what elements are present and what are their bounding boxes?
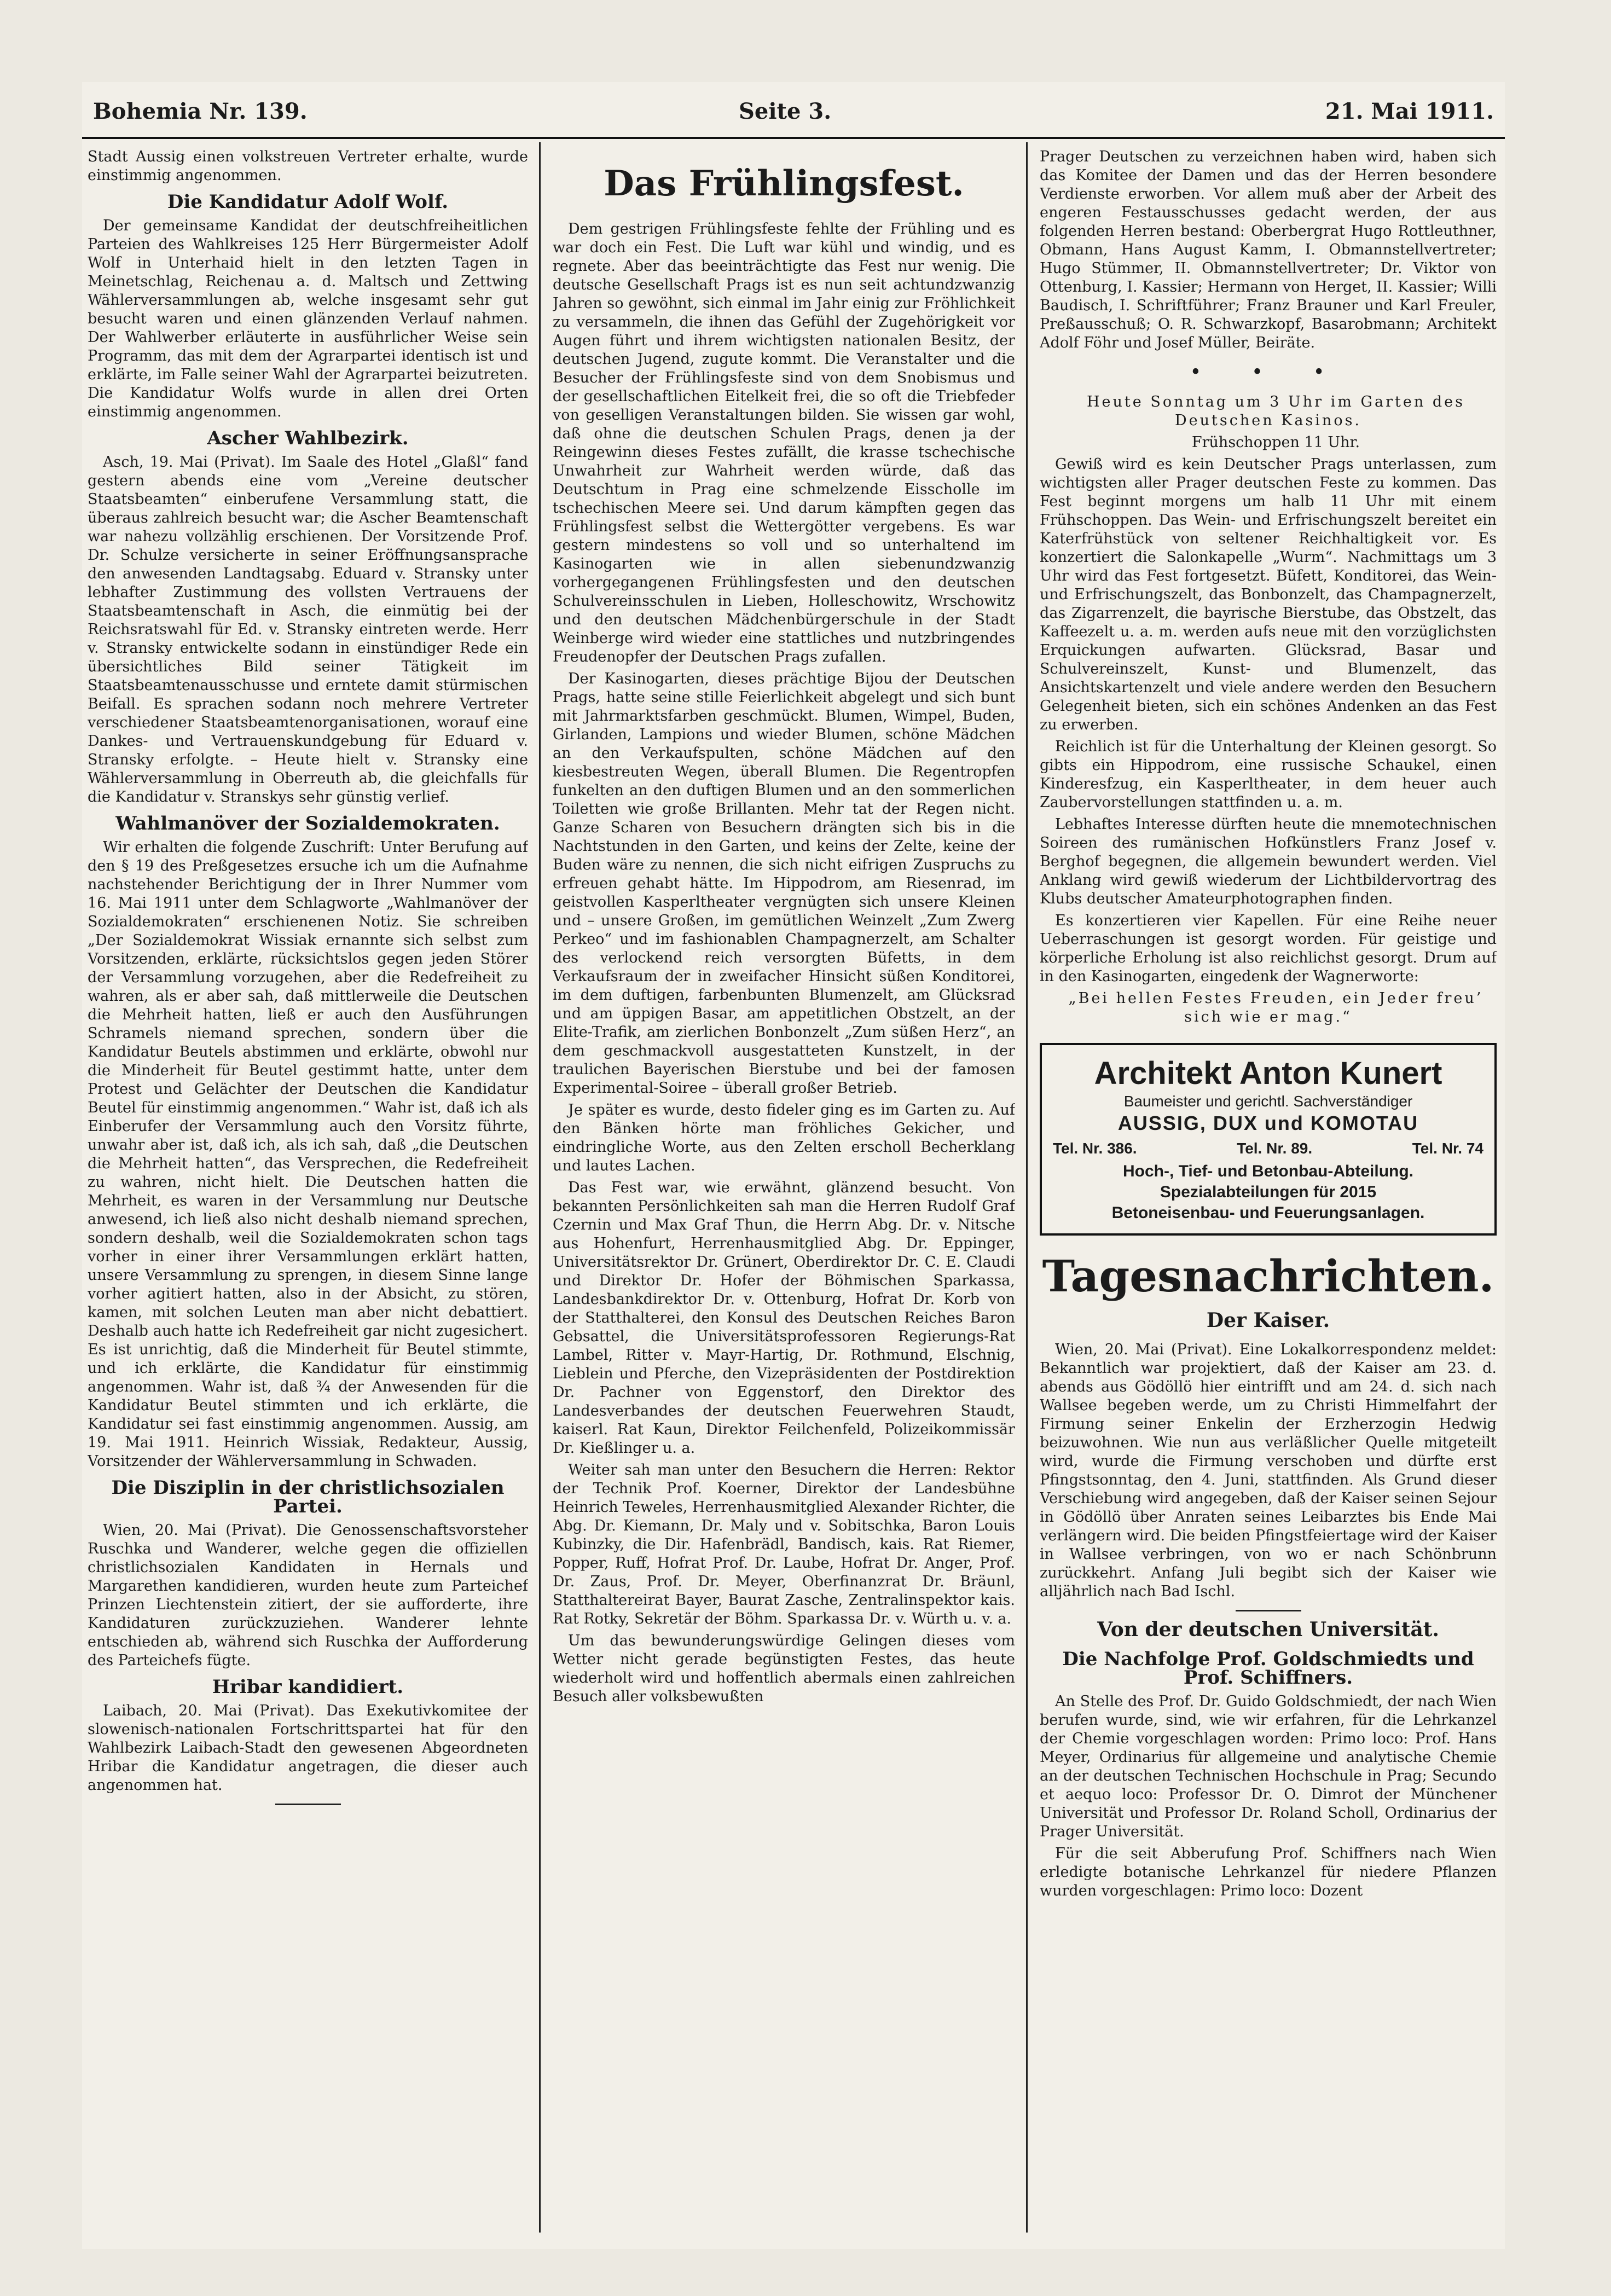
notice-today: Heute Sonntag um 3 Uhr im Garten des Deutschen Kasinos. [1087, 393, 1465, 429]
article-fruehlingsfest-p2: Der Kasinogarten, dieses prächtige Bijou der Deutschen Prags, hatte seine stille Feierlichkeit abgelegt und sich bunt mit Jahrmarktsfarben geschmückt. Blumen, Wimpel, Buden, Girlanden, Lampions und wieder Blumen, schöne Mädchen an den Verkaufspulten, schöne Mädchen auf den kiesbestreuten Wegen, überall Blumen. Die Regentropfen funkelten an den duftigen Blumen und an den sommerlichen Toiletten wie große Brillanten. Mehr tat der Regen nicht. Ganze Scharen von Besuchern drängten sich bis in die Nachtstunden in den Garten, und keins der Zelte, keine der Buden wäre zu nennen, die sich nicht eifrigen Zuspruchs zu erfreuen gehabt hätte. Im Hippodrom, am Riesenrad, im geistvollen Kasperltheater vergnügten sich unsere Kleinen und – unsere Großen, im gemütlichen Weinzelt „Zum Zwerg Perkeo“ und im fashionablen Champagnerzelt, am Schalter des verlockend reich versorgten Büfetts, in dem Verkaufsraum der in zweifacher Hinsicht süßen Konditorei, im dem duftigen, farbenbunten Blumenzelt, am Glücksrad und am üppigen Basar, am appetitlichen Obstzelt, an der Elite-Trafik, am zierlichen Bonbonzelt „Zum süßen Herz“, an dem geschmackvoll ausgestatteten Kunstzelt, in der traulichen Bayerischen Bierstube und bei der famosen Experimental-Soiree – überall großer Betrieb. [553, 670, 1015, 1097]
ad-number: 2015 [1340, 1183, 1377, 1201]
page-header [82, 93, 1505, 131]
wagner-quote: „Bei hellen Festes Freuden, ein Jeder freu’ sich wie er mag.“ [1068, 990, 1483, 1025]
article-kandidatur-wolf: Der gemeinsame Kandidat der deutschfreiheitlichen Parteien des Wahlkreises 125 Herr Bürgermeister Adolf Wolf in Unterhaid hielt in den letzten Tagen in Meinetschlag, Reichenau a. d. Maltsch und Zettwing Wählerversammlungen ab, welche insgesamt sehr gut besucht waren und einen glänzenden Verlauf nahmen. Der Wahlwerber erläuterte in ausführlicher Weise sein Programm, das mit dem der Agrarpartei identisch ist und erklärte, im Falle seiner Wahl der Agrarpartei beizutreten. Die Kandidatur Wolfs wurde in allen drei Orten einstimmig angenommen. [88, 217, 528, 420]
section-rule [1236, 1610, 1301, 1611]
article-ascher-wahlbezirk: Asch, 19. Mai (Privat). Im Saale des Hotel „Glaßl“ fand gestern abends eine vom „Vereine deutscher Staatsbeamten“ einberufene Versammlung statt, die überaus zahlreich besucht war; die Ascher Beamtenschaft war nahezu vollzählig erschienen. Der Vorsitzende Prof. Dr. Schulze versicherte in seiner Eröffnungsansprache den anwesenden Landtagsabg. Eduard v. Stransky unter lebhafter Zustimmung des vollsten Vertrauens der Staatsbeamtenschaft in Asch, die einmütig bei der Reichsratswahl für Ed. v. Stransky eintreten werde. Herr v. Stransky entwickelte sodann in einstündiger Rede ein übersichtliches Bild seiner Tätigkeit im Staatsbeamtenausschusse und erntete damit stürmischen Beifall. Es sprachen sodann noch mehrere Vertreter verschiedener Staatsbeamtenorganisationen, worauf eine Dankes- und Vertrauenskundgebung für Eduard v. Stransky erfolgte. – Heute hielt v. Stransky eine Wählerversammlung in Oberreuth ab, die gleichfalls für die Kandidatur v. Stranskys sehr günstig verlief. [88, 454, 528, 805]
separator-dots: • • • [1190, 361, 1347, 384]
column-2 [553, 148, 1015, 2227]
article-fest-program-p1: Gewiß wird es kein Deutscher Prags unterlassen, zum wichtigsten aller Prager deutschen Feste zu kommen. Das Fest beginnt morgens um halb 11 Uhr mit einem Frühschoppen. Das Wein- und Erfrischungszelt bereitet ein Katerfrühstück von seltener Reichhaltigkeit vor. Es konzertiert die Salonkapelle „Wurm“. Nachmittags um 3 Uhr wird das Fest fortgesetzt. Büfett, Konditorei, das Wein- und Erfrischungszelt, das Bonbonzelt, das Champagnerzelt, das Zigarrenzelt, die bayrische Bierstube, das Obstzelt, das Kaffeezelt u. a. m. werden aufs neue mit den vorzüglichsten Erquickungen aufwarten. Glücksrad, Basar und Schulvereinszelt, Kunst- und Blumenzelt, das Ansichtskartenzelt und viele andere werden den Besuchern Gelegenheit bieten, sich ein schönes Andenken an das Fest zu erwerben. [1040, 456, 1497, 733]
notice-fruehschoppen: Frühschoppen 11 Uhr. [1191, 434, 1360, 451]
heading-universitaet: Von der deutschen Universität. [1097, 1618, 1439, 1641]
article-universitaet-p2: Für die seit Abberufung Prof. Schiffners nach Wien erledigte botanische Lehrkanzel für niedere Pflanzen wurden vorgeschlagen: Primo loco: Dozent [1040, 1845, 1497, 1899]
ad-line-2-text: Spezialabteilungen für [1160, 1183, 1335, 1201]
ad-phone-1: Tel. Nr. 386. [1053, 1140, 1137, 1157]
article-fruehlingsfest-cont: Prager Deutschen zu verzeichnen haben wird, haben sich das Komitee der Damen und das der Herren besondere Verdienste erworben. Vor allem muß aber der Arbeit des engeren Festausschusses gedacht werden, der aus folgenden Herren bestand: Oberbergrat Hugo Rottleuthner, Obmann, Hans August Kamm, I. Obmannstellvertreter; Hugo Stümmer, II. Obmannstellvertreter; Dr. Viktor von Ottenburg, I. Kassier; Hermann von Herget, II. Kassier; Willi Baudisch, I. Schriftführer; Franz Brauner und Karl Freuler, Preßausschuß; O. R. Schwarzkopf, Basarobmann; Architekt Adolf Föhr und Josef Müller, Beiräte. [1040, 148, 1497, 351]
column-3 [1040, 148, 1497, 2227]
article-fruehlingsfest-p6: Um das bewunderungswürdige Gelingen dieses vom Wetter nicht gerade begünstigten Festes, das heute wiederholt wird und hoffentlich abermals einen zahlreichen Besuch aller volksbewußten [553, 1632, 1015, 1705]
heading-kandidatur-wolf: Die Kandidatur Adolf Wolf. [167, 191, 449, 213]
heading-nachfolge: Die Nachfolge Prof. Goldschmiedts und Prof. Schiffners. [1062, 1648, 1474, 1689]
heading-ascher-wahlbezirk: Ascher Wahlbezirk. [207, 427, 409, 449]
header-newspaper-number: Bohemia Nr. 139. [93, 98, 308, 124]
article-fest-program-p4: Es konzertieren vier Kapellen. Für eine Reihe neuer Ueberraschungen ist gesorgt worden. Für geistige und körperliche Erholung ist also reichlichst gesorgt. Drum auf in den Kasinogarten, eingedenk der Wagnerworte: [1040, 912, 1497, 985]
article-fruehlingsfest-p3: Je später es wurde, desto fideler ging es im Garten zu. Auf den Bänken hörte man fröhliches Gekicher, und eindringliche Worte, aus den Zelten erscholl Becherklang und lautes Lachen. [553, 1101, 1015, 1174]
article-wahlmanoever: Wir erhalten die folgende Zuschrift: Unter Berufung auf den § 19 des Preßgesetzes ersuche ich um die Aufnahme nachstehender Berichtigung der in Ihrer Nummer vom 16. Mai 1911 unter dem Schlagworte „Wahlmanöver der Sozialdemokraten“ erschienenen Notiz. Sie schreiben „Der Sozialdemokrat Wissiak ernannte sich selbst zum Vorsitzenden, erklärte, rücksichtslos gegen jeden Störer der Versammlung vorzugehen, aber die Redefreiheit zu wahren, als er aber sah, daß mittlerweile die Deutschen die Mehrheit hatten, ließ er auch den Ausführungen Schramels niemand sprechen, sondern über die Kandidatur Beutels abstimmen und erklärte, obwohl nur die Minderheit für Beutel gestimmt hatte, unter dem Protest und Gelächter der Deutschen die Kandidatur Beutel für einstimmig angenommen.“ Wahr ist, daß ich als Einberufer der Versammlung auch den Vorsitz führte, unwahr aber ist, daß ich, als ich sah, daß „die Deutschen die Mehrheit hatten“, das Versprechen, die Redefreiheit zu wahren, nicht hielt. Die Deutschen hatten die Mehrheit, es waren in der Versammlung nur Deutsche anwesend, ich ließ also nicht deshalb niemand sprechen, sondern deshalb, weil die Sozialdemokraten schon tags vorher in einer ihrer Versammlungen erklärt hatten, unsere Versammlung zu sprengen, in diesem Sinne lange vorher agitiert hatten, also in der Absicht, zu stören, kamen, mit solchen Leuten man aber nicht debattiert. Deshalb auch hatte ich Redefreiheit gar nicht zugesichert. Es ist unrichtig, daß die Minderheit für Beutel stimmte, und ich erklärte, die Kandidatur für einstimmig angenommen. Wahr ist, daß ¾ der Anwesenden für die Kandidatur Beutel stimmten und ich erklärte, die Kandidatur sei fast einstimmig angenommen. Aussig, am 19. Mai 1911. Heinrich Wissiak, Redakteur, Aussig, Vorsitzender der Wählerversammlung in Schwaden. [88, 839, 528, 1470]
heading-tagesnachrichten: Tagesnachrichten. [1042, 1250, 1494, 1302]
ad-line-3: Betoneisenbau- und Feuerungsanlagen. [1111, 1204, 1425, 1222]
column-divider-2 [1026, 142, 1028, 2233]
end-rule [275, 1804, 341, 1805]
heading-hribar: Hribar kandidiert. [212, 1676, 404, 1698]
article-fest-program-p3: Lebhaftes Interesse dürften heute die mnemotechnischen Soireen des rumänischen Hofkünstlers Franz Josef v. Berghof begegnen, die allgemein bewundert werden. Viel Anklang wird gewiß wiederum der Lichtbildervortrag des Klubs deutscher Amateurphotographen finden. [1040, 816, 1497, 907]
heading-wahlmanoever: Wahlmanöver der Sozialdemokraten. [115, 813, 500, 834]
article-hribar: Laibach, 20. Mai (Privat). Das Exekutivkomitee der slowenisch-nationalen Fortschrittspartei hat für den Wahlbezirk Laibach-Stadt den gewesenen Abgeordneten Hribar die Kandidatur angetragen, die dieser auch angenommen hat. [88, 1702, 528, 1794]
header-page-number: Seite 3. [739, 98, 832, 124]
heading-kaiser: Der Kaiser. [1206, 1309, 1330, 1332]
article-disziplin: Wien, 20. Mai (Privat). Die Genossenschaftsvorsteher Ruschka und Wanderer, welche gegen die offiziellen christlichsozialen Kandidaten in Hernals und Margarethen kandidieren, wurden heute zum Parteichef Prinzen Liechtenstein zitiert, der sie aufforderte, ihre Kandidaturen zurückzuziehen. Wanderer lehnte entschieden ab, während sich Ruschka der Aufforderung des Parteichefs fügte. [88, 1522, 528, 1669]
newspaper-page [82, 82, 1505, 2249]
article-fruehlingsfest-p5: Weiter sah man unter den Besuchern die Herren: Rektor der Technik Prof. Koerner, Direktor der Landesbühne Heinrich Teweles, Herrenhausmitglied Alexander Richter, die Abg. Dr. Kiemann, Dr. Maly und v. Sobitschka, Baron Louis Kubinzky, die Dir. Hafenbrädl, Bandisch, kais. Rat Riemer, Popper, Ruff, Hofrat Prof. Dr. Laube, Hofrat Dr. Anger, Prof. Dr. Zaus, Prof. Dr. Meyer, Oberfinanzrat Dr. Bräunl, Statthaltereirat Bayer, Baurat Zasche, Zentralinspektor kais. Rat Rotky, Sekretär der Böhm. Sparkassa Dr. v. Würth u. v. a. [553, 1462, 1015, 1627]
article-fruehlingsfest-p1: Dem gestrigen Frühlingsfeste fehlte der Frühling und es war doch ein Fest. Die Luft war kühl und windig, und es regnete. Aber das beeinträchtigte das Fest nur wenig. Die deutsche Gesellschaft Prags ist es nun seit achtundzwanzig Jahren so gewöhnt, sich einmal im Jahr einig zur Fröhlichkeit zu versammeln, die ihnen das Gefühl der Zugehörigkeit vor Augen führt und ihrem wichtigsten nationalen Besitz, der deutschen Jugend, zugute kommt. Die Veranstalter und die Besucher der Frühlingsfeste sind von dem Snobismus und der gesellschaftlichen Eitelkeit frei, die so oft die Triebfeder von geselligen Veranstaltungen bilden. Sie wissen gar wohl, daß ohne die deutschen Schulen Prags, denen ja der Reingewinn dieses Festes zufällt, die krasse tschechische Unwahrheit zur Wahrheit werden würde, daß das Deutschtum in Prag eine schmelzende Eisscholle im tschechischen Meere sei. Und darum kämpften gegen das Frühlingsfest selbst die Wettergötter vergebens. Es war gestern mindestens so voll und so unterhaltend im Kasinogarten wie in allen siebenundzwanzig vorhergegangenen Frühlingsfesten und den deutschen Schulvereinsschulen in Lieben, Holleschowitz, Wrschowitz und den deutschen Mädchenbürgerschule in der Stadt Weinberge wird wieder eine stattliches und nutzbringendes Freudenopfer der Deutschen Prags zufallen. [553, 221, 1015, 665]
header-date: 21. Mai 1911. [1325, 98, 1494, 124]
article-fest-program-p2: Reichlich ist für die Unterhaltung der Kleinen gesorgt. So gibts ein Hippodrom, eine russische Schaukel, einen Kinderesfzug, ein Kasperltheater, in dem heuer auch Zaubervorstellungen stattfinden u. a. m. [1040, 738, 1497, 811]
column-divider-1 [539, 142, 541, 2233]
ad-subtitle: Baumeister und gerichtl. Sachverständiger [1123, 1093, 1413, 1110]
advertisement-kunert [1040, 1043, 1497, 1236]
heading-fruehlingsfest: Das Frühlingsfest. [604, 163, 964, 204]
column-1 [88, 148, 528, 2227]
ad-line-1: Hoch-, Tief- und Betonbau-Abteilung. [1122, 1162, 1414, 1180]
heading-disziplin: Die Disziplin in der christlichsozialen Partei. [111, 1477, 505, 1517]
ad-phone-2: Tel. Nr. 89. [1237, 1140, 1313, 1157]
ad-phone-3: Tel. Nr. 74 [1412, 1140, 1483, 1157]
ad-title: Architekt Anton Kunert [1094, 1056, 1442, 1091]
ad-line-2 [1053, 1182, 1483, 1203]
article-fruehlingsfest-p4: Das Fest war, wie erwähnt, glänzend besucht. Von bekannten Persönlichkeiten sah man die Herren Rudolf Graf Czernin und Max Graf Thun, die Herrn Abg. Dr. v. Nitsche aus Hohenfurt, Herrenhausmitglied Abg. Dr. Eppinger, Universitätsrektor Dr. Grünert, Oberdirektor Dr. C. E. Claudi und Direktor Dr. Hofer der Böhmischen Sparkassa, Landesbankdirektor Dr. v. Ottenburg, Hofrat Dr. Korb von der Statthalterei, den Konsul des Deutschen Reiches Baron Gebsattel, die Universitätsprofessoren Regierungs-Rat Lambel, Ritter v. Mayr-Hartig, Dr. Rothmund, Elschnig, Lieblein und Pferche, den Vizepräsidenten der Postdirektion Dr. Pachner von Eggenstorf, den Direktor des Landesverbandes der deutschen Feuerwehren Staudt, kaiserl. Rat Kaun, Direktor Feilchenfeld, Polizeikommissär Dr. Kießlinger u. a. [553, 1179, 1015, 1457]
ad-places: AUSSIG, DUX und KOMOTAU [1117, 1112, 1419, 1134]
article-kaiser: Wien, 20. Mai (Privat). Eine Lokalkorrespondenz meldet: Bekanntlich war projektiert, daß der Kaiser am 23. d. abends aus Gödöllö hier eintrifft und am 24. d. sich nach Wallsee begeben werde, um zu Christi Himmelfahrt der Firmung seiner Enkelin der Erzherzogin Hedwig beizuwohnen. Wie nun aus verläßlicher Quelle mitgeteilt wird, wurde die Firmung verschoben und dürfte erst Pfingstsonntag, den 4. Juni, stattfinden. Als Grund dieser Verschiebung wird angegeben, daß der Kaiser seinen Sejour in Gödöllö über Anraten seines Leibarztes bis Ende Mai verlängern wird. Die beiden Pfingstfeiertage wird der Kaiser in Wallsee verbringen, von wo er nach Schönbrunn zurückkehrt. Anfang Juli begibt sich der Kaiser wie alljährlich nach Bad Ischl. [1040, 1341, 1497, 1600]
ad-phone-row [1053, 1139, 1483, 1158]
article-universitaet-p1: An Stelle des Prof. Dr. Guido Goldschmiedt, der nach Wien berufen wurde, sind, wie wir erfahren, für die Lehrkanzel der Chemie vorgeschlagen worden: Primo loco: Prof. Hans Meyer, Ordinarius für allgemeine und analytische Chemie an der deutschen Technischen Hochschule in Prag; Secundo et aequo loco: Professor Dr. O. Dimrot der Münchener Universität und Professor Dr. Roland Scholl, Ordinarius der Prager Universität. [1040, 1693, 1497, 1840]
article-intro-text: Stadt Aussig einen volkstreuen Vertreter erhalte, wurde einstimmig angenommen. [88, 148, 528, 184]
header-rule [82, 137, 1505, 139]
